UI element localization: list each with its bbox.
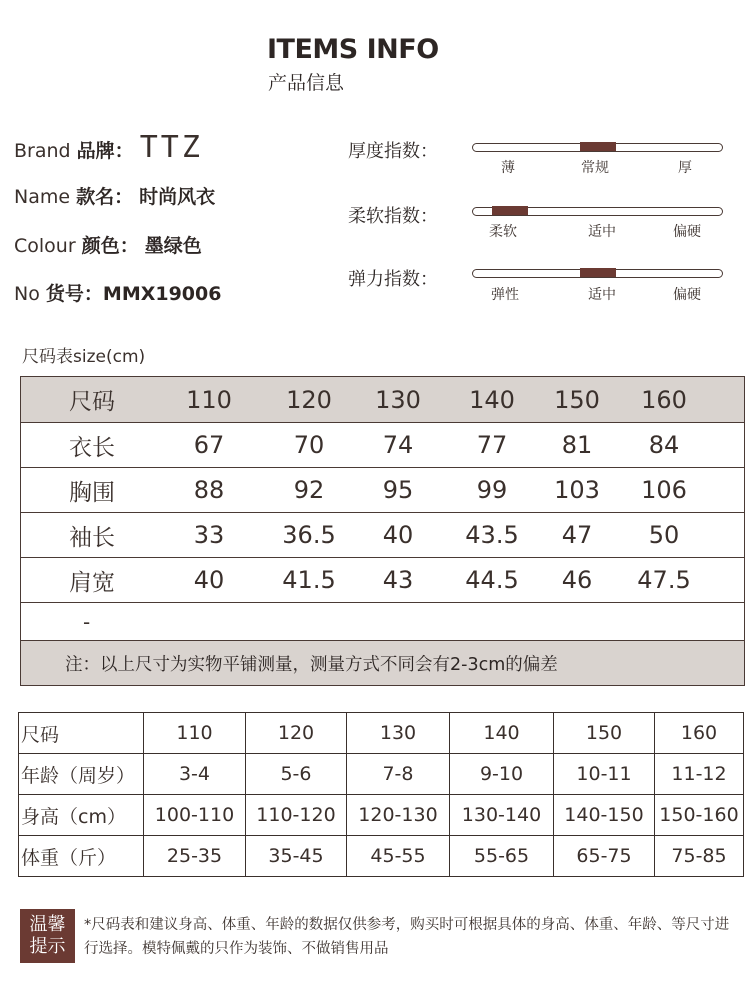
table-cell: 130-140 [450,795,554,836]
size-header-label: 尺码 [69,389,115,415]
table-row [21,423,744,468]
table-cell: 120 [246,713,347,754]
table-cell: 25-35 [144,836,246,877]
colour-row [14,231,202,258]
thickness-index-bar [472,143,723,152]
table-cell: 103 [554,476,600,504]
table-cell: 130 [347,713,450,754]
table-cell: 47 [561,521,593,549]
note-text: 注：以上尺寸为实物平铺测量，测量方式不同会有2-3cm的偏差 [65,654,558,675]
table-cell: 120-130 [347,795,450,836]
softness-tick: 适中 [588,224,616,240]
colour-value: 墨绿色 [144,235,202,257]
blank-row-mark: - [83,609,91,634]
name-row [14,182,215,209]
elasticity-index-label: 弹力指数： [348,269,438,290]
blank-row [21,603,744,640]
row-label: 衣长 [69,434,115,461]
table-cell: 50 [648,521,680,549]
size-table-note [21,640,744,685]
table-cell: 33 [193,521,225,549]
table-cell: 106 [641,476,687,504]
tips-text: *尺码表和建议身高、体重、年龄的数据仅供参考，购买时可根据具体的身高、体重、年龄、等尺寸进行选择。模特佩戴的只作为装饰、不做销售用品 [84,917,730,957]
size-recommendation-table [18,712,744,877]
table-row [19,795,744,836]
table-cell: 95 [382,476,414,504]
table-cell: 40 [382,521,414,549]
elasticity-tick: 偏硬 [673,287,701,303]
brand-value: TTZ [139,130,203,165]
table-cell: 55-65 [450,836,554,877]
row-label: 身高（cm） [19,795,144,836]
table-cell: 110-120 [246,795,347,836]
table-cell: 140-150 [554,795,655,836]
table-row [19,754,744,795]
table-cell: 36.5 [282,521,336,549]
table-cell: 46 [561,566,593,594]
tips-badge-line: 温馨 [29,914,66,935]
table-cell: 92 [293,476,325,504]
row-label: 胸围 [69,479,115,506]
table-row [19,836,744,877]
tips-badge [20,909,75,963]
brand-row [14,130,203,165]
table-cell: 150-160 [655,795,744,836]
item-no-label-en: No [14,283,40,305]
table-cell: 70 [293,431,325,459]
name-value: 时尚风衣 [139,186,216,208]
size-header-cell: 110 [186,385,232,414]
table-cell: 160 [655,713,744,754]
table-cell: 47.5 [637,566,691,594]
size-table-caption: 尺码表size(cm) [22,347,146,367]
table-row [21,513,744,558]
brand-label-en: Brand [14,140,71,162]
size-header-cell: 120 [286,385,332,414]
table-cell: 81 [561,431,593,459]
table-cell: 10-11 [554,754,655,795]
softness-index-marker [492,206,528,215]
softness-tick: 偏硬 [673,224,701,240]
table-cell: 74 [382,431,414,459]
thickness-index-marker [580,142,616,151]
thickness-tick: 厚 [678,160,692,176]
table-cell: 7-8 [347,754,450,795]
size-header-cell: 150 [554,385,600,414]
table-cell: 11-12 [655,754,744,795]
colour-label-cn: 颜色： [81,235,139,257]
size-table-header [21,377,744,423]
item-no-label-cn: 货号： [45,283,103,305]
table-cell: 77 [476,431,508,459]
size-table [20,376,745,686]
brand-label-cn: 品牌： [76,140,134,162]
table-row [21,558,744,603]
size-header-cell: 140 [469,385,515,414]
table-cell: 43.5 [465,521,519,549]
softness-index-label: 柔软指数： [348,206,438,227]
table-cell: 40 [193,566,225,594]
table-row [19,713,744,754]
thickness-tick: 薄 [501,160,515,176]
row-label: 袖长 [69,524,115,551]
table-cell: 44.5 [465,566,519,594]
size-header-cell: 160 [641,385,687,414]
elasticity-tick: 弹性 [491,287,519,303]
table-cell: 9-10 [450,754,554,795]
table-cell: 67 [193,431,225,459]
elasticity-index-bar [472,269,723,278]
colour-label-en: Colour [14,235,76,257]
item-no-row [14,279,221,306]
name-label-en: Name [14,186,71,208]
table-cell: 5-6 [246,754,347,795]
table-cell: 100-110 [144,795,246,836]
item-no-value: MMX19006 [102,283,222,305]
table-cell: 99 [476,476,508,504]
table-cell: 88 [193,476,225,504]
elasticity-index-marker [580,268,616,277]
table-cell: 140 [450,713,554,754]
table-cell: 43 [382,566,414,594]
softness-index-bar [472,207,723,216]
table-cell: 84 [648,431,680,459]
table-cell: 150 [554,713,655,754]
elasticity-tick: 适中 [588,287,616,303]
size-header-cell: 130 [375,385,421,414]
table-cell: 45-55 [347,836,450,877]
softness-tick: 柔软 [489,224,517,240]
page-title: ITEMS INFO [267,34,439,65]
header-label: 尺码 [19,713,144,754]
table-cell: 35-45 [246,836,347,877]
row-label: 年龄（周岁） [19,754,144,795]
table-cell: 110 [144,713,246,754]
page-subtitle: 产品信息 [268,72,345,94]
table-cell: 41.5 [282,566,336,594]
thickness-index-label: 厚度指数： [348,141,438,162]
table-cell: 65-75 [554,836,655,877]
tips-badge-line: 提示 [29,936,66,957]
row-label: 肩宽 [69,569,115,596]
table-cell: 75-85 [655,836,744,877]
table-row [21,468,744,513]
row-label: 体重（斤） [19,836,144,877]
thickness-tick: 常规 [581,160,609,176]
name-label-cn: 款名： [76,186,134,208]
table-cell: 3-4 [144,754,246,795]
